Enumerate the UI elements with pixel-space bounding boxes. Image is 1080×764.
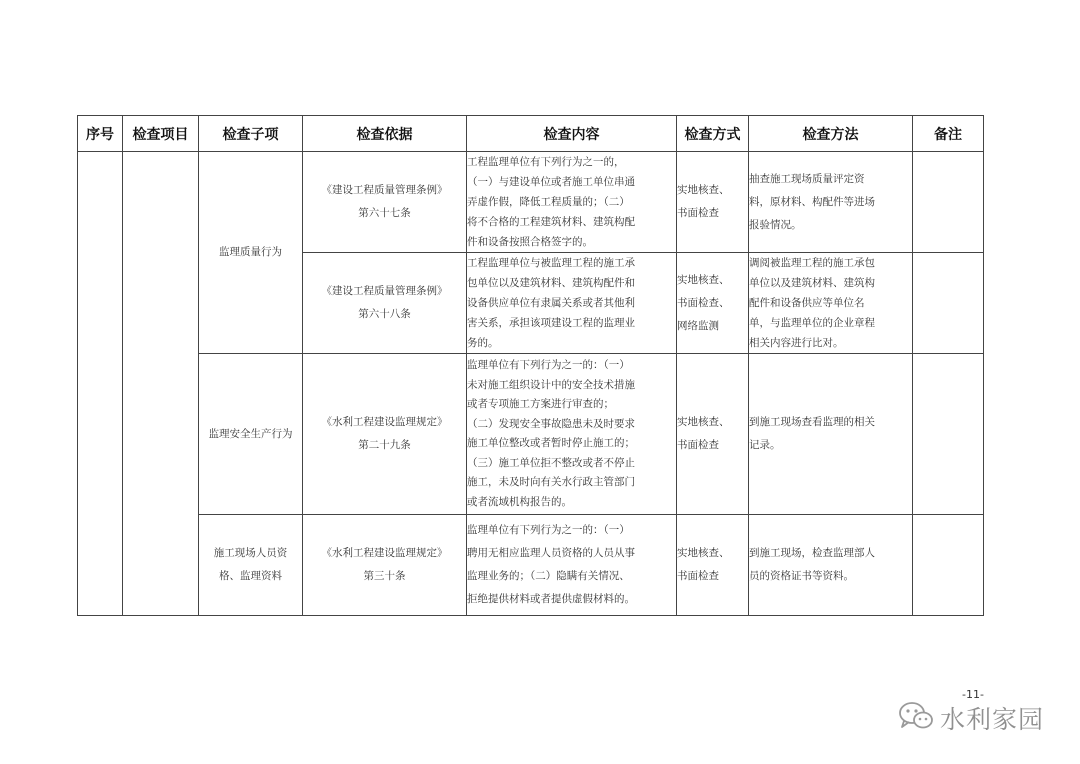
mode-line: 书面检查: [677, 207, 719, 219]
method-line: 料，原材料、构配件等进场: [749, 195, 875, 208]
method-line: 单，与监理单位的企业章程: [749, 317, 875, 329]
content-line: 件和设备按照合格签字的。: [467, 236, 593, 248]
cell-mode: [677, 354, 749, 515]
mode-line: 书面检查: [677, 439, 719, 451]
content-line: 聘用无相应监理人员资格的人员从事: [467, 547, 635, 559]
table-header-row: [78, 116, 984, 152]
cell-method: [749, 354, 913, 515]
content-line: 施工单位整改或者暂时停止施工的；: [467, 437, 635, 449]
content-line: 或者流域机构报告的。: [467, 495, 572, 508]
header-seq: 序号: [78, 116, 123, 152]
method-line: 配件和设备供应等单位名: [749, 297, 865, 309]
content-line: 监理单位有下列行为之一的：（一）: [467, 524, 630, 536]
cell-basis: [303, 253, 467, 354]
method-line: 调阅被监理工程的施工承包: [749, 257, 875, 269]
cell-note: [913, 515, 984, 616]
page-number: -11-: [962, 688, 984, 701]
mode-line: 书面检查、: [677, 296, 730, 309]
table-row: [78, 354, 984, 515]
content-line: （一）与建设单位或者施工单位串通: [467, 176, 635, 188]
basis-line: 第六十七条: [358, 207, 411, 219]
sub-line: 施工现场人员资: [213, 547, 288, 559]
basis-line: 第六十八条: [358, 308, 411, 320]
method-line: 报验情况。: [749, 218, 802, 231]
cell-sub-personnel: [199, 515, 303, 616]
cell-method: [749, 253, 913, 354]
cell-item: [123, 152, 199, 616]
cell-basis: [303, 515, 467, 616]
watermark-text: 水利家园: [940, 705, 1045, 734]
content-line: 监理单位有下列行为之一的：（一）: [467, 359, 630, 371]
content-line: 拒绝提供材料或者提供虚假材料的。: [467, 593, 635, 605]
method-line: 相关内容进行比对。: [749, 337, 844, 349]
watermark: [898, 700, 1044, 736]
header-note: 备注: [913, 116, 984, 152]
method-line: 到施工现场查看监理的相关: [749, 416, 875, 428]
content-line: 监理业务的；（二）隐瞒有关情况、: [467, 570, 630, 582]
table-row: [78, 515, 984, 616]
content-line: （二）发现安全事故隐患未及时要求: [467, 417, 635, 430]
method-line: 记录。: [749, 439, 781, 451]
content-line: （三）施工单位拒不整改或者不停止: [467, 456, 635, 469]
method-line: 到施工现场，检查监理部人: [749, 547, 875, 559]
cell-seq: [78, 152, 123, 616]
sub-line: 格、监理资料: [219, 570, 282, 582]
cell-sub-safety: 监理安全生产行为: [199, 354, 303, 515]
mode-line: 书面检查: [677, 570, 719, 582]
cell-method: [749, 152, 913, 253]
cell-basis: [303, 354, 467, 515]
method-line: 抽查施工现场质量评定资: [749, 172, 865, 185]
cell-mode: [677, 515, 749, 616]
content-line: 未对施工组织设计中的安全技术措施: [467, 378, 635, 391]
header-method: 检查方法: [749, 116, 913, 152]
mode-line: 实地核查、: [677, 547, 730, 559]
basis-line: 《水利工程建设监理规定》: [321, 547, 448, 559]
basis-line: 《水利工程建设监理规定》: [321, 416, 448, 428]
content-line: 或者专项施工方案进行审查的；: [467, 398, 614, 410]
header-mode: 检查方式: [677, 116, 749, 152]
table-row: [78, 152, 984, 253]
wechat-icon: [898, 701, 934, 735]
cell-note: [913, 152, 984, 253]
content-line: 工程监理单位与被监理工程的施工承: [467, 257, 635, 269]
cell-sub-quality: 监理质量行为: [199, 152, 303, 354]
content-line: 设备供应单位有隶属关系或者其他利: [467, 297, 635, 309]
mode-line: 实地核查、: [677, 416, 730, 428]
cell-content: [467, 354, 677, 515]
cell-content: [467, 152, 677, 253]
cell-basis: [303, 152, 467, 253]
basis-line: 《建设工程质量管理条例》: [321, 184, 448, 196]
mode-line: 网络监测: [677, 319, 719, 332]
inspection-table: [77, 115, 984, 616]
mode-line: 实地核查、: [677, 184, 730, 196]
cell-note: [913, 354, 984, 515]
content-line: 务的。: [467, 337, 499, 349]
content-line: 施工，未及时向有关水行政主管部门: [467, 476, 635, 488]
basis-line: 第三十条: [363, 570, 406, 582]
cell-content: [467, 515, 677, 616]
method-line: 员的资格证书等资料。: [749, 570, 854, 582]
content-line: 工程监理单位有下列行为之一的，: [467, 156, 625, 168]
content-line: 弄虚作假，降低工程质量的；（二）: [467, 196, 630, 208]
cell-method: [749, 515, 913, 616]
content-line: 将不合格的工程建筑材料、建筑构配: [467, 216, 635, 228]
basis-line: 第二十九条: [358, 439, 411, 451]
mode-line: 实地核查、: [677, 273, 730, 286]
header-item: 检查项目: [123, 116, 199, 152]
cell-note: [913, 253, 984, 354]
content-line: 包单位以及建筑材料、建筑构配件和: [467, 277, 635, 289]
method-line: 单位以及建筑材料、建筑构: [749, 277, 875, 289]
header-basis: 检查依据: [303, 116, 467, 152]
header-sub: 检查子项: [199, 116, 303, 152]
cell-content: [467, 253, 677, 354]
cell-mode: [677, 152, 749, 253]
cell-mode: [677, 253, 749, 354]
basis-line: 《建设工程质量管理条例》: [321, 285, 448, 297]
header-content: 检查内容: [467, 116, 677, 152]
content-line: 害关系，承担该项建设工程的监理业: [467, 317, 635, 329]
